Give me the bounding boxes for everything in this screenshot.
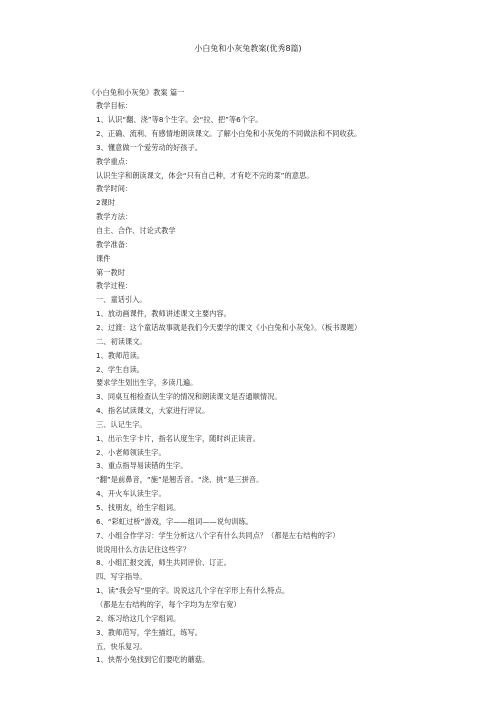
document-line: 《小白兔和小灰兔》教案 篇一	[88, 87, 185, 97]
document-line: 第一教时	[96, 267, 125, 277]
document-line: 3、懂意做一个爱劳动的好孩子。	[96, 142, 202, 152]
document-line: 要求学生划出生字，多读几遍。	[96, 378, 198, 388]
document-line: 教学目标：	[96, 101, 133, 111]
document-line: 自主、合作、讨论式教学	[96, 226, 176, 235]
document-line: （都是左右结构的字，每个字均为左窄右宽）	[96, 599, 241, 609]
document-line: 教学重点：	[96, 156, 133, 166]
document-line: 2、正确、流利、有感情地朗读课文。了解小白兔和小灰兔的不同做法和不同收获。	[96, 129, 362, 139]
document-line: 二、初读课文。	[96, 336, 147, 346]
document-line: 2、学生自读。	[96, 364, 145, 374]
document-line: 1、放动画课件，教师讲述课文主要内容。	[96, 309, 231, 319]
document-line: 1、快帮小兔找到它们要吃的蘑菇。	[96, 655, 210, 665]
document-line: 三、认记生字。	[96, 419, 147, 429]
document-line: 2课时	[96, 198, 116, 208]
document-line: 8、小组汇报交流，师生共同评价、订正。	[96, 558, 231, 568]
document-line: 说说用什么方法记住这些字？	[96, 544, 191, 554]
document-line: 1、认识“翻、浇”等8个生字。会“拉、把”等6个字。	[96, 115, 263, 125]
document-line: 2、练习给这几个字组词。	[96, 613, 181, 623]
document-line: 7、小组合作学习：学生分析这八个字有什么共同点？（都是左右结构的字）	[96, 530, 340, 540]
document-line: 教学过程：	[96, 281, 133, 291]
document-line: 教学时间：	[96, 184, 133, 194]
document-line: 一、童话引入。	[96, 295, 147, 305]
document-line: 3、同桌互相检查认生字的情况和朗读课文是否通顺情况。	[96, 392, 282, 402]
document-line: 认识生字和朗读课文，体会“只有自己种，才有吃不完的菜”的意思。	[96, 170, 314, 180]
document-line: 五、快乐复习。	[96, 641, 147, 651]
document-line: “翻”是前鼻音，“施”是翘舌音。“浇、挑”是三拼音。	[96, 475, 264, 485]
document-line: 6、“彩虹过桥”游戏，字——组词——说句训练。	[96, 516, 253, 526]
document-line: 2、过渡：这个童话故事就是我们今天要学的课文《小白兔和小灰兔》。（板书课题）	[96, 322, 362, 332]
document-line: 2、小老师领读生字。	[96, 447, 166, 457]
document-line: 5、找朋友，给生字组词。	[96, 503, 181, 512]
document-line: 1、出示生字卡片，指名认度生字，随时纠正读音。	[96, 433, 260, 443]
document-line: 4、开火车认读生字。	[96, 489, 166, 499]
document-line: 4、指名试读课文，大家进行评议。	[96, 406, 210, 416]
document-line: 四、写字指导。	[96, 572, 147, 582]
document-line: 3、教师范写，学生描红，练写。	[96, 627, 202, 637]
document-line: 1、读“我会写”里的字。说说这几个字在字形上有什么特点。	[96, 586, 290, 596]
document-line: 课件	[96, 253, 111, 263]
document-line: 教学方法：	[96, 212, 133, 222]
document-title: 小白兔和小灰兔教案(优秀8篇)	[194, 44, 302, 53]
document-line: 3、重点指导易读错的生字。	[96, 461, 188, 471]
document-line: 教学准备：	[96, 239, 133, 249]
document-line: 1、教师范读。	[96, 350, 145, 360]
